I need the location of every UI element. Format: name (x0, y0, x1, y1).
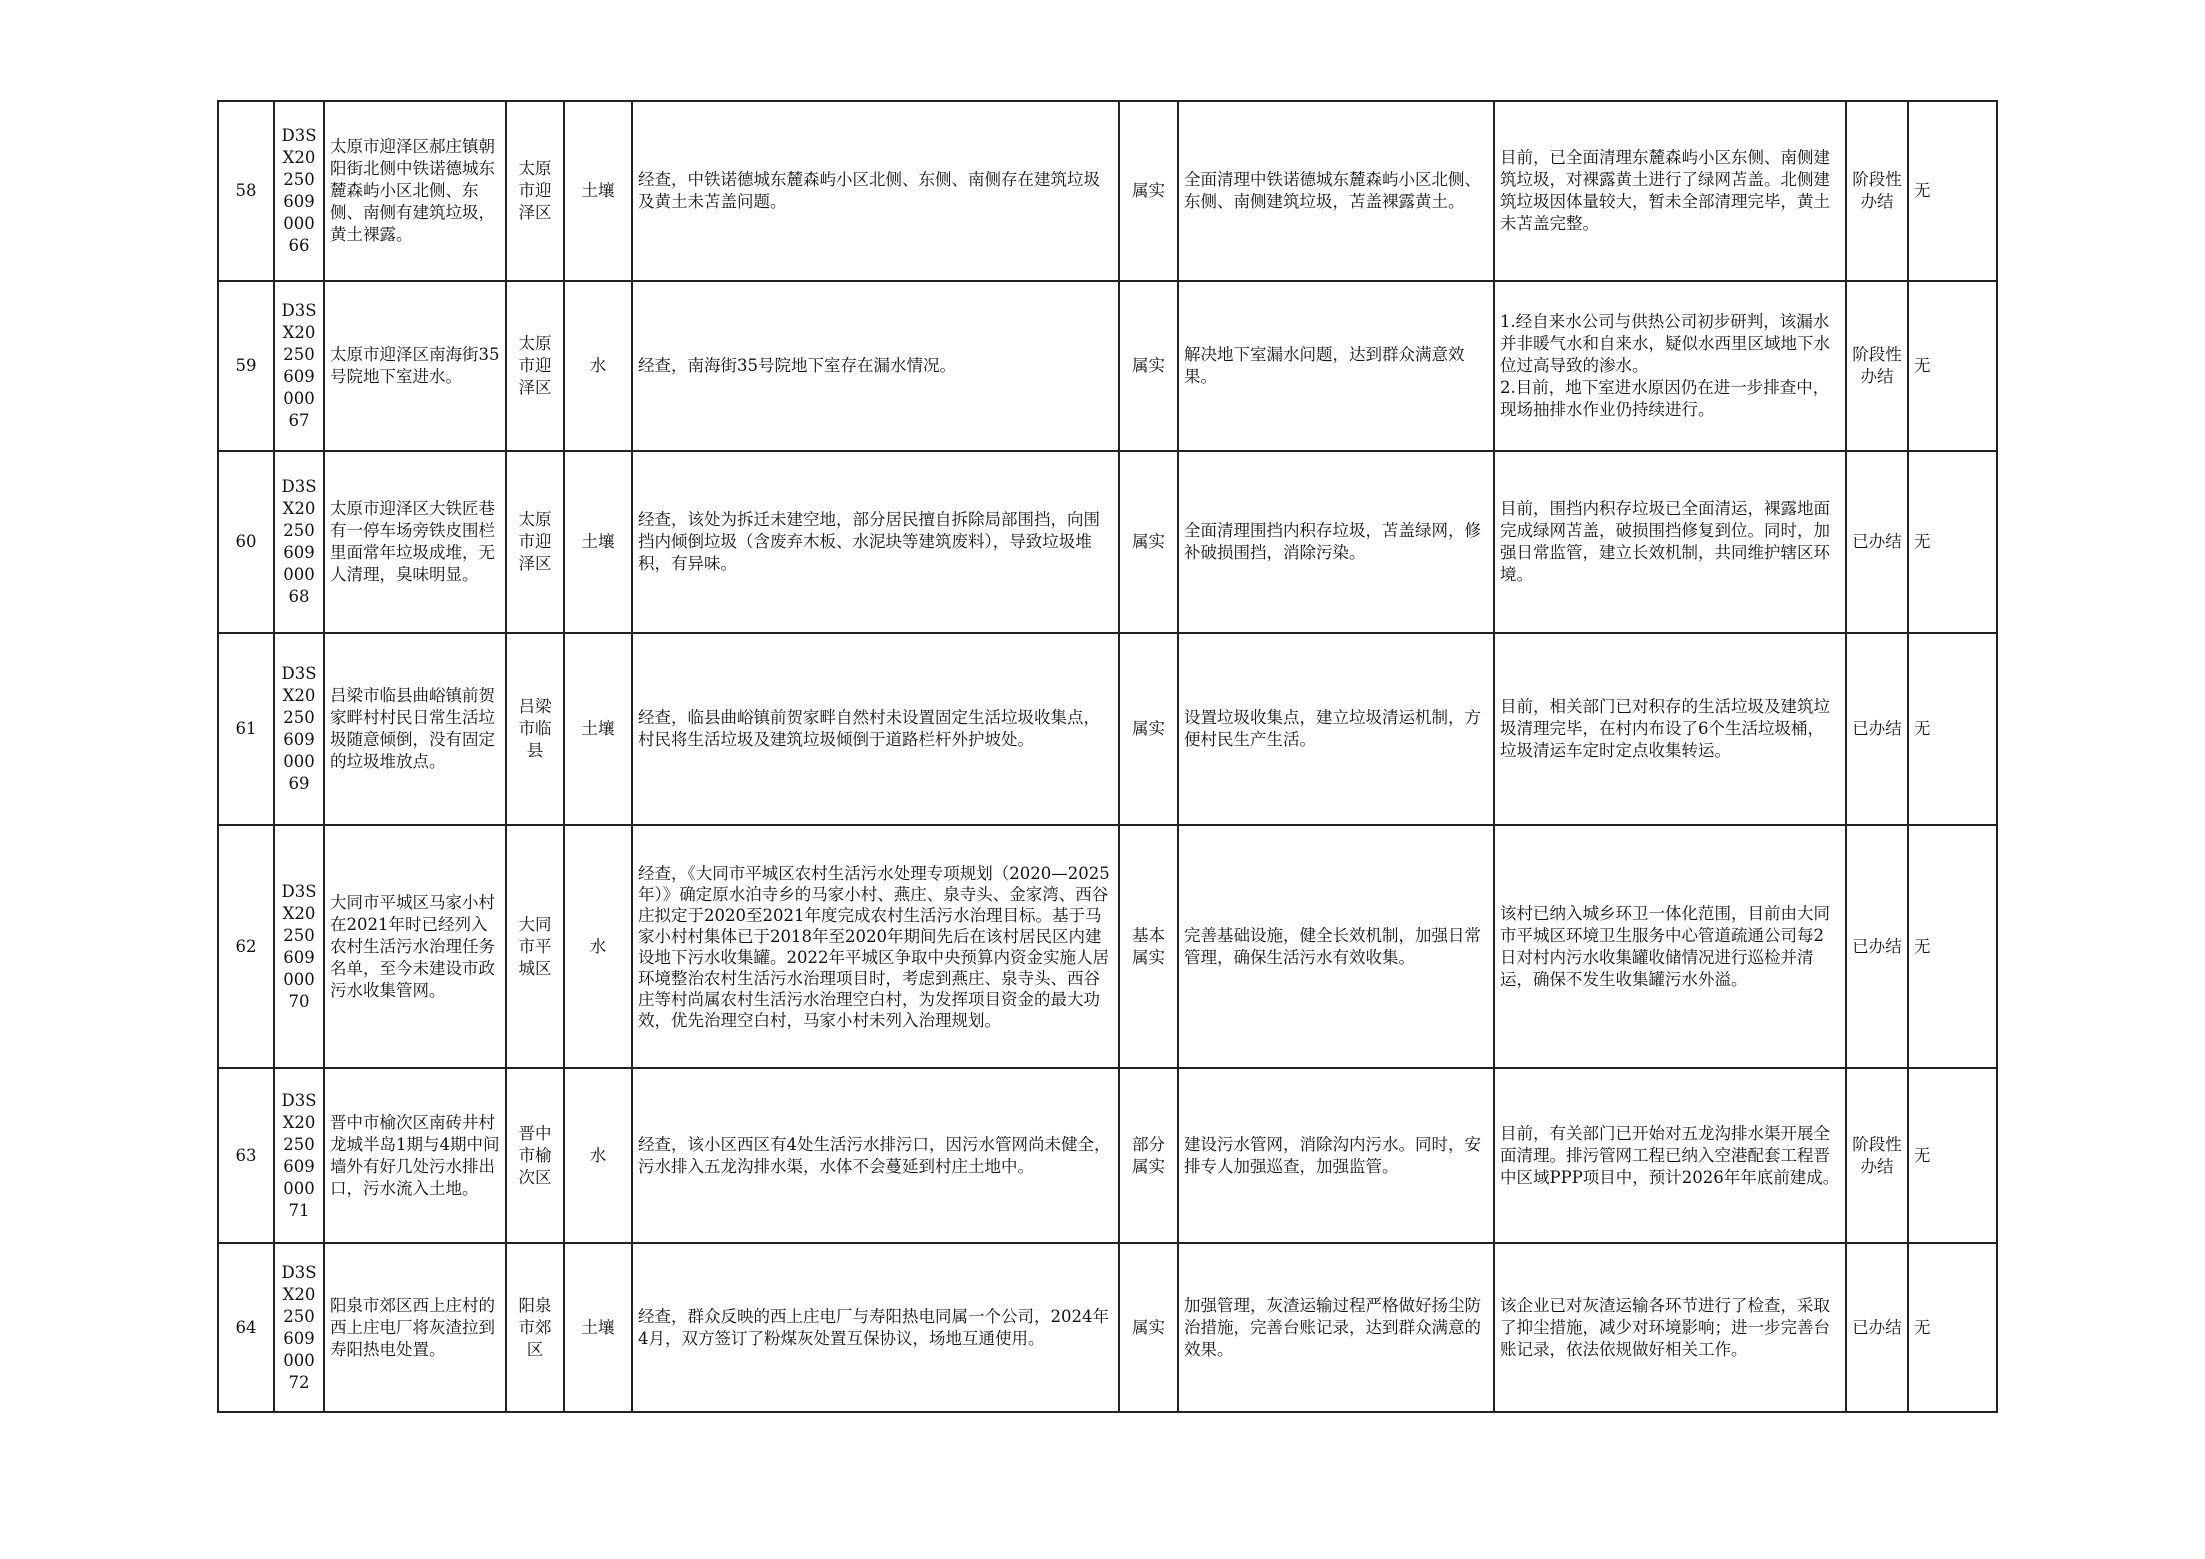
admin-area: 吕梁市临县 (506, 633, 564, 825)
investigation-finding: 经查，该小区西区有4处生活污水排污口，因污水管网尚未健全，污水排入五龙沟排水渠，水体不会蔓延到村庄土地中。 (632, 1068, 1119, 1243)
rectification-goal: 全面清理中铁诺德城东麓森屿小区北侧、东侧、南侧建筑垃圾，苫盖裸露黄土。 (1178, 101, 1494, 281)
admin-area: 阳泉市郊区 (506, 1243, 564, 1412)
accountability: 无 (1908, 101, 1997, 281)
pollution-type: 土壤 (564, 101, 632, 281)
handling-status: 已办结 (1846, 633, 1908, 825)
accountability: 无 (1908, 633, 1997, 825)
investigation-finding: 经查，《大同市平城区农村生活污水处理专项规划（2020—2025年）》确定原水泊寺乡的马家小村、燕庄、泉寺头、金家湾、西谷庄拟定于2020至2021年度完成农村生活污水治理目标。基于马家小村村集体已于2018年至2020年期间先后在该村居民区内建设地下污水收集罐。2022年平城区争取中央预算内资金实施人居环境整治农村生活污水治理项目时，考虑到燕庄、泉寺头、西谷庄等村尚属农村生活污水治理空白村，为发挥项目资金的最大功效，优先治理空白村，马家小村未列入治理规划。 (632, 825, 1119, 1068)
accountability: 无 (1908, 281, 1997, 451)
case-code: D3SX2025060900071 (274, 1068, 324, 1243)
complaint-content: 太原市迎泽区大铁匠巷有一停车场旁铁皮围栏里面常年垃圾成堆，无人清理，臭味明显。 (324, 451, 506, 633)
case-code: D3SX2025060900067 (274, 281, 324, 451)
pollution-type: 水 (564, 1068, 632, 1243)
investigation-finding: 经查，南海街35号院地下室存在漏水情况。 (632, 281, 1119, 451)
admin-area: 晋中市榆次区 (506, 1068, 564, 1243)
pollution-type: 水 (564, 825, 632, 1068)
accountability: 无 (1908, 1243, 1997, 1412)
rectification-progress: 该企业已对灰渣运输各环节进行了检查，采取了抑尘措施，减少对环境影响；进一步完善台账记录，依法依规做好相关工作。 (1494, 1243, 1846, 1412)
accountability: 无 (1908, 1068, 1997, 1243)
admin-area: 大同市平城区 (506, 825, 564, 1068)
handling-status: 阶段性办结 (1846, 1068, 1908, 1243)
rectification-progress: 1.经自来水公司与供热公司初步研判，该漏水并非暖气水和自来水，疑似水西里区域地下水位过高导致的渗水。 2.目前，地下室进水原因仍在进一步排查中，现场抽排水作业仍持续进行。 (1494, 281, 1846, 451)
row-number: 63 (218, 1068, 274, 1243)
row-number: 61 (218, 633, 274, 825)
accountability: 无 (1908, 825, 1997, 1068)
verification-result: 属实 (1119, 1243, 1178, 1412)
investigation-finding: 经查，中铁诺德城东麓森屿小区北侧、东侧、南侧存在建筑垃圾及黄土未苫盖问题。 (632, 101, 1119, 281)
handling-status: 阶段性办结 (1846, 101, 1908, 281)
case-code: D3SX2025060900068 (274, 451, 324, 633)
row-number: 64 (218, 1243, 274, 1412)
rectification-progress: 该村已纳入城乡环卫一体化范围，目前由大同市平城区环境卫生服务中心管道疏通公司每2日对村内污水收集罐收储情况进行巡检并清运，确保不发生收集罐污水外溢。 (1494, 825, 1846, 1068)
handling-status: 阶段性办结 (1846, 281, 1908, 451)
row-number: 60 (218, 451, 274, 633)
pollution-type: 水 (564, 281, 632, 451)
case-code: D3SX2025060900069 (274, 633, 324, 825)
table-row (218, 101, 1997, 281)
investigation-finding: 经查，群众反映的西上庄电厂与寿阳热电同属一个公司，2024年4月，双方签订了粉煤灰处置互保协议，场地互通使用。 (632, 1243, 1119, 1412)
row-number: 58 (218, 101, 274, 281)
complaint-content: 晋中市榆次区南砖井村龙城半岛1期与4期中间墙外有好几处污水排出口，污水流入土地。 (324, 1068, 506, 1243)
admin-area: 太原市迎泽区 (506, 281, 564, 451)
verification-result: 属实 (1119, 451, 1178, 633)
complaint-content: 太原市迎泽区郝庄镇朝阳街北侧中铁诺德城东麓森屿小区北侧、东侧、南侧有建筑垃圾，黄土裸露。 (324, 101, 506, 281)
complaint-content: 吕梁市临县曲峪镇前贺家畔村村民日常生活垃圾随意倾倒，没有固定的垃圾堆放点。 (324, 633, 506, 825)
row-number: 59 (218, 281, 274, 451)
rectification-goal: 加强管理，灰渣运输过程严格做好扬尘防治措施，完善台账记录，达到群众满意的效果。 (1178, 1243, 1494, 1412)
verification-result: 属实 (1119, 281, 1178, 451)
pollution-type: 土壤 (564, 633, 632, 825)
rectification-progress: 目前，围挡内积存垃圾已全面清运，裸露地面完成绿网苫盖，破损围挡修复到位。同时，加强日常监管，建立长效机制，共同维护辖区环境。 (1494, 451, 1846, 633)
pollution-type: 土壤 (564, 1243, 632, 1412)
admin-area: 太原市迎泽区 (506, 451, 564, 633)
verification-result: 属实 (1119, 633, 1178, 825)
pollution-type: 土壤 (564, 451, 632, 633)
table-row (218, 281, 1997, 451)
row-number: 62 (218, 825, 274, 1068)
complaint-content: 阳泉市郊区西上庄村的西上庄电厂将灰渣拉到寿阳热电处置。 (324, 1243, 506, 1412)
investigation-finding: 经查，该处为拆迁未建空地，部分居民擅自拆除局部围挡，向围挡内倾倒垃圾（含废弃木板、水泥块等建筑废料），导致垃圾堆积，有异味。 (632, 451, 1119, 633)
case-code: D3SX2025060900066 (274, 101, 324, 281)
rectification-goal: 设置垃圾收集点，建立垃圾清运机制，方便村民生产生活。 (1178, 633, 1494, 825)
table-row (218, 633, 1997, 825)
table-row (218, 825, 1997, 1068)
verification-result: 属实 (1119, 101, 1178, 281)
complaint-table (217, 100, 1998, 1413)
rectification-goal: 完善基础设施，健全长效机制，加强日常管理，确保生活污水有效收集。 (1178, 825, 1494, 1068)
verification-result: 基本属实 (1119, 825, 1178, 1068)
handling-status: 已办结 (1846, 1243, 1908, 1412)
handling-status: 已办结 (1846, 451, 1908, 633)
investigation-finding: 经查，临县曲峪镇前贺家畔自然村未设置固定生活垃圾收集点，村民将生活垃圾及建筑垃圾倾倒于道路栏杆外护坡处。 (632, 633, 1119, 825)
rectification-progress: 目前，相关部门已对积存的生活垃圾及建筑垃圾清理完毕，在村内布设了6个生活垃圾桶，垃圾清运车定时定点收集转运。 (1494, 633, 1846, 825)
admin-area: 太原市迎泽区 (506, 101, 564, 281)
rectification-goal: 解决地下室漏水问题，达到群众满意效果。 (1178, 281, 1494, 451)
complaint-content: 太原市迎泽区南海街35号院地下室进水。 (324, 281, 506, 451)
table-row (218, 451, 1997, 633)
case-code: D3SX2025060900072 (274, 1243, 324, 1412)
accountability: 无 (1908, 451, 1997, 633)
table-row (218, 1243, 1997, 1412)
rectification-progress: 目前，有关部门已开始对五龙沟排水渠开展全面清理。排污管网工程已纳入空港配套工程晋中区域PPP项目中，预计2026年年底前建成。 (1494, 1068, 1846, 1243)
rectification-goal: 建设污水管网，消除沟内污水。同时，安排专人加强巡查，加强监管。 (1178, 1068, 1494, 1243)
handling-status: 已办结 (1846, 825, 1908, 1068)
rectification-progress: 目前，已全面清理东麓森屿小区东侧、南侧建筑垃圾，对裸露黄土进行了绿网苫盖。北侧建筑垃圾因体量较大，暂未全部清理完毕，黄土未苫盖完整。 (1494, 101, 1846, 281)
complaint-content: 大同市平城区马家小村在2021年时已经列入农村生活污水治理任务名单，至今未建设市政污水收集管网。 (324, 825, 506, 1068)
rectification-goal: 全面清理围挡内积存垃圾，苫盖绿网，修补破损围挡，消除污染。 (1178, 451, 1494, 633)
case-code: D3SX2025060900070 (274, 825, 324, 1068)
table-row (218, 1068, 1997, 1243)
verification-result: 部分属实 (1119, 1068, 1178, 1243)
